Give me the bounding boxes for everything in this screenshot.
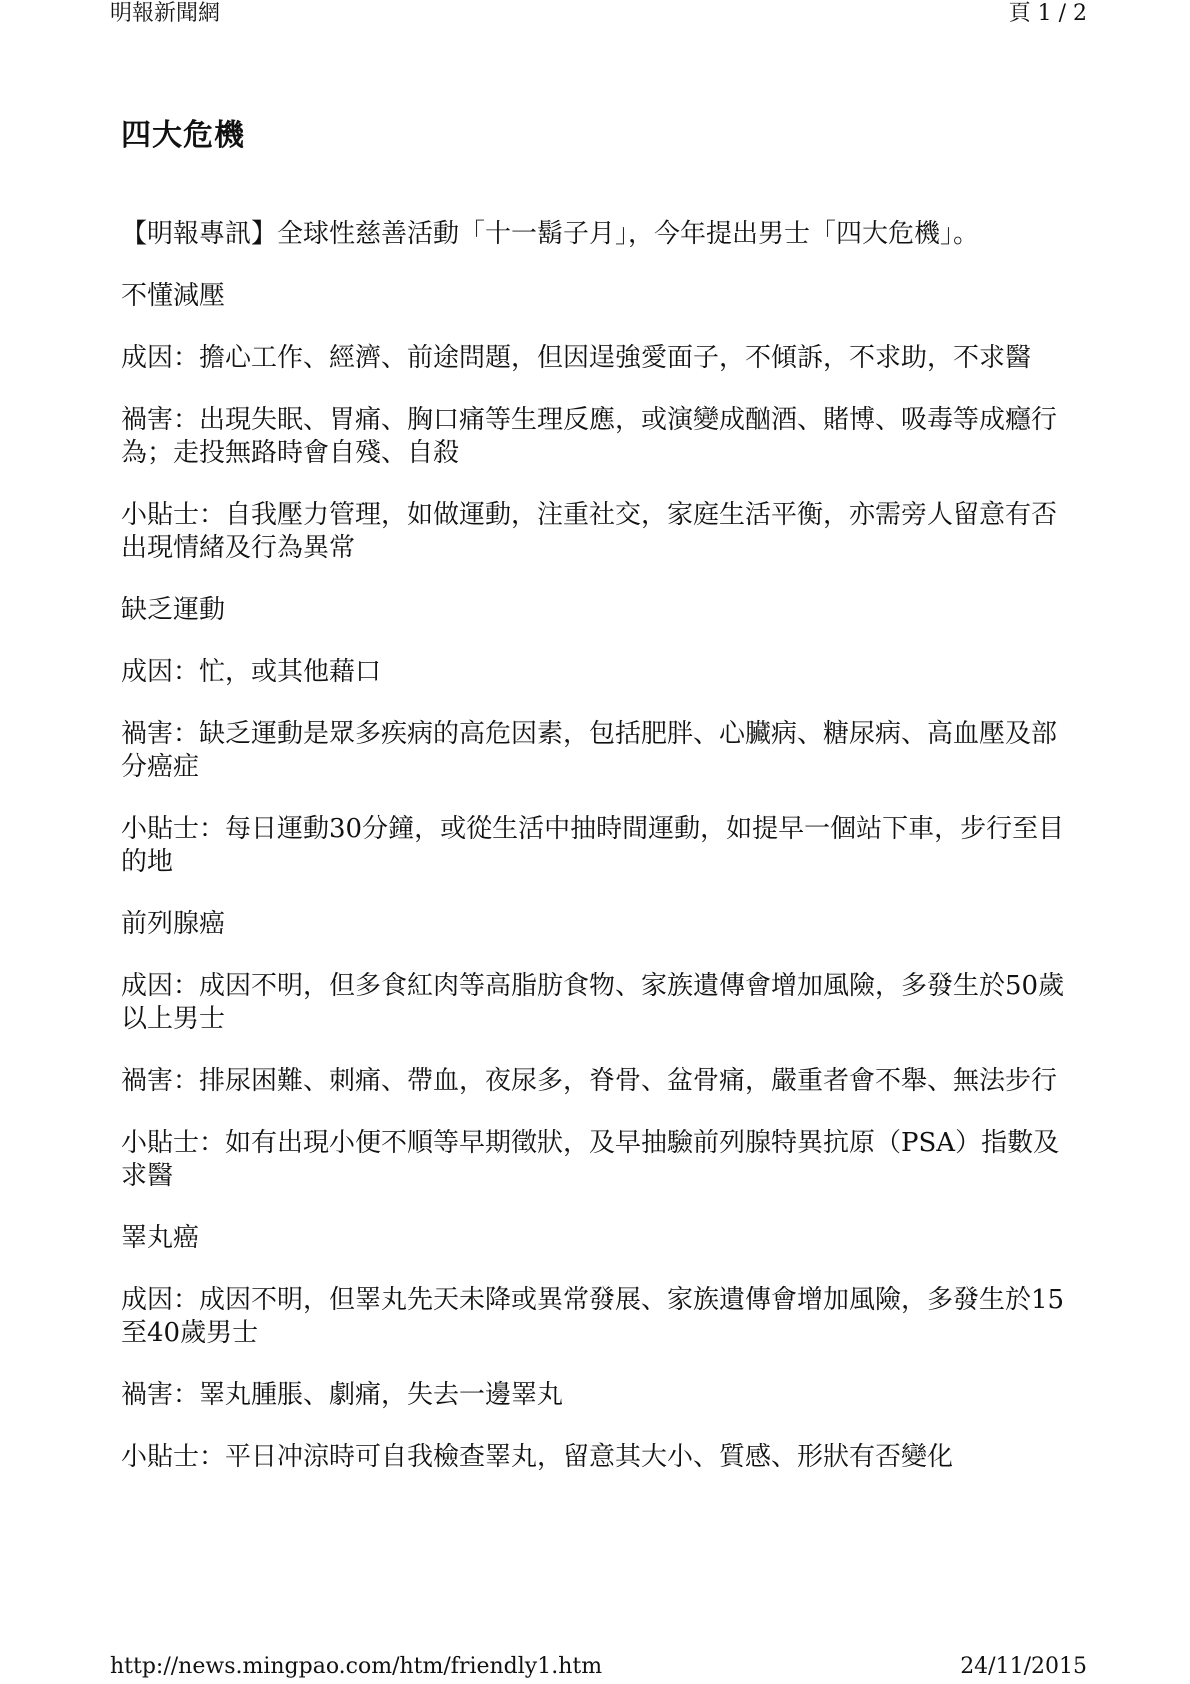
tip-paragraph: 小貼士：每日運動30分鐘，或從生活中抽時間運動，如提早一個站下車，步行至目的地: [121, 814, 1065, 877]
section-heading: 睪丸癌: [121, 1223, 200, 1253]
cause-paragraph: 成因：成因不明，但睪丸先天未降或異常發展、家族遺傳會增加風險，多發生於15至40歲男士: [121, 1285, 1065, 1348]
page-url: http://news.mingpao.com/htm/friendly1.htm: [110, 1654, 603, 1679]
harm-paragraph: 禍害：睪丸腫脹、劇痛，失去一邊睪丸: [121, 1380, 564, 1410]
section-heading: 缺乏運動: [121, 595, 226, 625]
section-heading: 前列腺癌: [121, 909, 226, 939]
harm-paragraph: 禍害：出現失眠、胃痛、胸口痛等生理反應，或演變成酗酒、賭博、吸毒等成癮行為；走投無路時會自殘、自殺: [121, 405, 1058, 468]
lead-paragraph: 【明報專訊】全球性慈善活動「十一鬍子月」，今年提出男士「四大危機」。: [121, 219, 980, 249]
article-body: [121, 218, 1081, 1503]
article-title: 四大危機: [121, 118, 245, 153]
cause-paragraph: 成因：擔心工作、經濟、前途問題，但因逞強愛面子，不傾訴，不求助，不求醫: [121, 343, 1032, 373]
tip-paragraph: 小貼士：平日冲涼時可自我檢查睪丸，留意其大小、質感、形狀有否變化: [121, 1442, 954, 1472]
print-footer: [110, 1654, 1087, 1682]
cause-paragraph: 成因：忙，或其他藉口: [121, 657, 382, 687]
tip-paragraph: 小貼士：自我壓力管理，如做運動，注重社交，家庭生活平衡，亦需旁人留意有否出現情緒及行為異常: [121, 500, 1058, 563]
print-date: 24/11/2015: [960, 1654, 1087, 1679]
harm-paragraph: 禍害：排尿困難、刺痛、帶血，夜尿多，脊骨、盆骨痛，嚴重者會不舉、無法步行: [121, 1066, 1058, 1096]
page-number: 頁 1 / 2: [1008, 1, 1087, 26]
site-name: 明報新聞網: [110, 1, 221, 26]
section-heading: 不懂減壓: [121, 281, 226, 311]
cause-paragraph: 成因：成因不明，但多食紅肉等高脂肪食物、家族遺傳會增加風險，多發生於50歲以上男士: [121, 971, 1065, 1034]
harm-paragraph: 禍害：缺乏運動是眾多疾病的高危因素，包括肥胖、心臟病、糖尿病、高血壓及部分癌症: [121, 719, 1058, 782]
tip-paragraph: 小貼士：如有出現小便不順等早期徵狀，及早抽驗前列腺特異抗原（PSA）指數及求醫: [121, 1128, 1060, 1191]
print-header: [110, 0, 1087, 30]
